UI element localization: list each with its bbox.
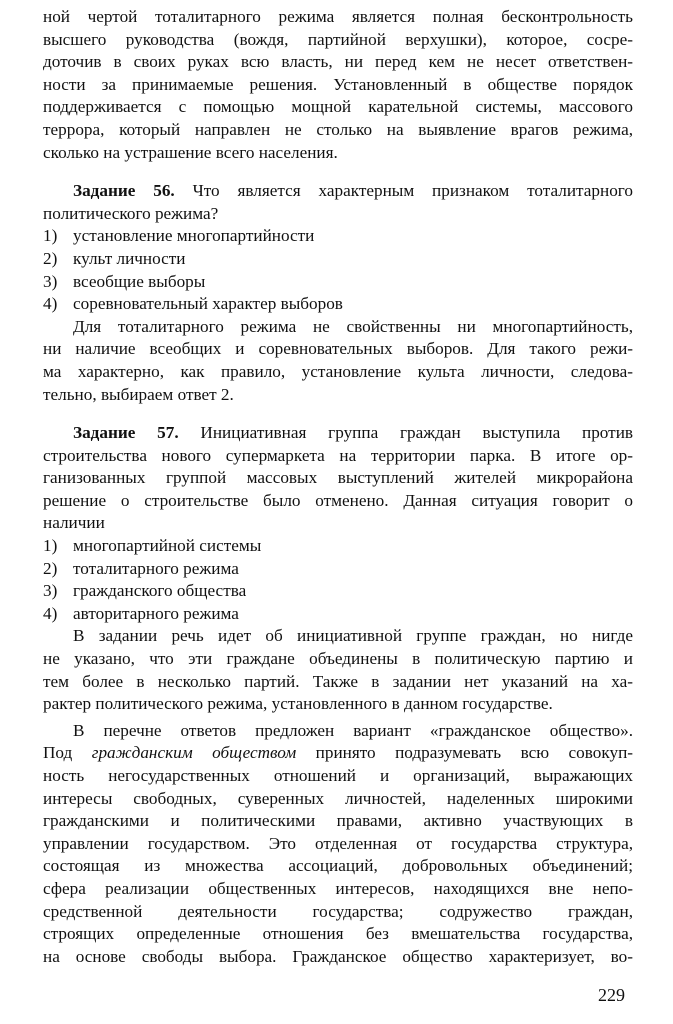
option-number: 2) <box>43 248 58 268</box>
option-text: культ личности <box>73 248 186 268</box>
text-fragment: Под <box>43 743 92 763</box>
page-number: 229 <box>598 985 625 1005</box>
italic-term: гражданским обществом <box>91 743 297 763</box>
task-57-question-line <box>43 422 633 445</box>
task-56-question-rest: политического режима? <box>43 203 219 223</box>
paragraph-gap <box>43 406 633 422</box>
text-line: ной чертой тоталитарного режима является полная бесконтрольность <box>43 7 633 26</box>
task-57-question-start: Инициативная группа граждан выступила против <box>178 423 634 443</box>
task-56-explanation <box>43 316 633 406</box>
paragraph-gap <box>43 164 633 180</box>
text-line: рактер политического режима, установленного в данном государстве. <box>43 694 553 714</box>
answer-option <box>43 248 633 271</box>
text-line: В перечне ответов предложен вариант «гражданское общество». <box>73 720 633 740</box>
text-line: террора, который направлен не столько на выявление врагов режима, <box>43 119 633 139</box>
task-56-options <box>43 225 633 315</box>
option-text: соревновательный характер выборов <box>73 294 343 314</box>
option-number: 4) <box>43 603 58 623</box>
text-line: ма характерно, как правило, установление культа личности, следова- <box>43 361 633 381</box>
option-number: 1) <box>43 226 58 246</box>
text-line: на основе свободы выбора. Гражданское общество характеризует, во- <box>43 946 633 966</box>
text-line: наличии <box>43 513 105 533</box>
task-57-explanation-1 <box>43 625 633 715</box>
option-text: тоталитарного режима <box>73 558 239 578</box>
option-number: 4) <box>43 294 58 314</box>
task-56-question-line <box>43 180 633 203</box>
text-line: решение о строительстве было отменено. Данная ситуация говорит о <box>43 490 633 510</box>
option-text: авторитарного режима <box>73 603 239 623</box>
text-line: высшего руководства (вождя, партийной верхушки), которое, сосре- <box>43 29 633 49</box>
text-line: ность негосударственных отношений и организаций, выражающих <box>43 766 633 785</box>
text-line: ни наличие всеобщих и соревновательных выборов. Для такого режи- <box>43 339 633 359</box>
task-57-explanation-2 <box>43 720 633 969</box>
answer-option <box>43 271 633 294</box>
text-fragment: принято подразумевать всю совокуп- <box>296 743 633 763</box>
text-line: доточив в своих руках всю власть, ни перед кем не несет ответствен- <box>43 52 633 72</box>
option-number: 1) <box>43 536 58 556</box>
answer-option <box>43 603 633 626</box>
answer-option <box>43 293 633 316</box>
answer-option <box>43 535 633 558</box>
task-57-options <box>43 535 633 625</box>
task-57-label: Задание 57. <box>73 423 179 443</box>
text-line: управлении государством. Это отделенная от государства структура, <box>43 833 633 853</box>
answer-option <box>43 580 633 603</box>
task-57 <box>43 422 633 968</box>
text-line: интересы свободных, суверенных личностей, наделенных широкими <box>43 788 633 808</box>
text-line: состоящая из множества ассоциаций, добровольных объединений; <box>43 856 633 876</box>
text-line: сколько на устрашение всего населения. <box>43 142 338 162</box>
option-text: всеобщие выборы <box>73 271 206 291</box>
answer-option <box>43 225 633 248</box>
text-line: ганизованных группой массовых выступлений жителей микрорайона <box>43 468 633 488</box>
text-line: ности за принимаемые решения. Установленный в обществе порядок <box>43 74 633 94</box>
option-text: гражданского общества <box>73 581 247 601</box>
text-line: В задании речь идет об инициативной группе граждан, но нигде <box>73 626 633 646</box>
task-56-question-start: Что является характерным признаком тоталитарного <box>174 181 634 201</box>
text-line: гражданскими и политическими правами, активно участвующих в <box>43 811 633 831</box>
option-number: 3) <box>43 581 58 601</box>
answer-option <box>43 558 633 581</box>
text-line: тельно, выбираем ответ 2. <box>43 384 234 404</box>
text-line: строящих определенные отношения без вмешательства государства, <box>43 924 633 944</box>
text-line: сфера реализации общественных интересов, находящихся вне непо- <box>43 878 633 898</box>
task-56-label: Задание 56. <box>73 181 175 201</box>
option-number: 3) <box>43 271 58 291</box>
text-line <box>43 742 633 765</box>
text-line: не указано, что эти граждане объединены в политическую партию и <box>43 649 633 669</box>
option-number: 2) <box>43 558 58 578</box>
task-56 <box>43 180 633 406</box>
text-line: поддерживается с помощью мощной карательной системы, массового <box>43 97 633 117</box>
text-line: тем более в несколько партий. Также в задании нет указаний на ха- <box>43 671 633 691</box>
intro-paragraph <box>43 6 633 164</box>
option-text: многопартийной системы <box>73 536 262 556</box>
text-line: средственной деятельности государства; содружество граждан, <box>43 901 633 921</box>
text-line: строительства нового супермаркета на территории парка. В итоге ор- <box>43 445 633 465</box>
text-line: Для тоталитарного режима не свойственны ни многопартийность, <box>73 316 633 336</box>
option-text: установление многопартийности <box>73 226 315 246</box>
book-page <box>43 6 633 968</box>
